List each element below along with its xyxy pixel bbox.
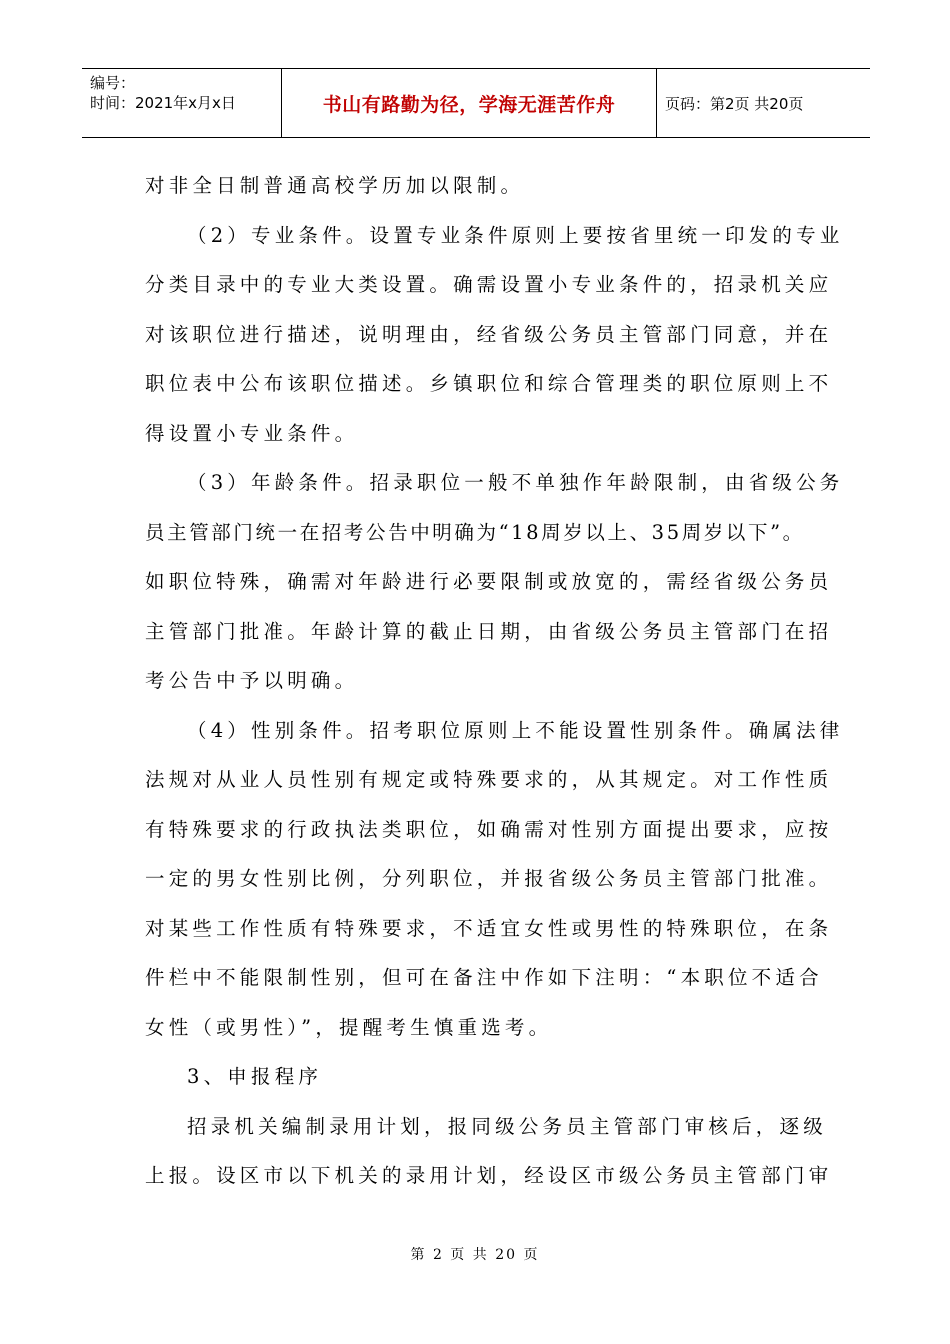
- doc-date: 时间：2021年x月x日: [90, 94, 236, 112]
- section-heading: 3、申报程序: [187, 1065, 323, 1088]
- header-motto: 书山有路勤为径，学海无涯苦作舟: [322, 93, 616, 116]
- text-line: 对某些工作性质有特殊要求，不适宜女性或男性的特殊职位，在条: [145, 916, 833, 940]
- text-line: 对该职位进行描述，说明理由，经省级公务员主管部门同意，并在: [145, 322, 833, 346]
- text-line: 法规对从业人员性别有规定或特殊要求的，从其规定。对工作性质: [145, 768, 833, 791]
- text-line: 分类目录中的专业大类设置。确需设置小专业条件的，招录机关应: [145, 273, 833, 296]
- text-line: 考公告中予以明确。: [145, 669, 359, 692]
- text-line: （4）性别条件。招考职位原则上不能设置性别条件。确属法律: [187, 718, 844, 742]
- page-header: [82, 68, 870, 138]
- text-line: 招录机关编制录用计划，报同级公务员主管部门审核后，逐级: [187, 1114, 827, 1138]
- text-line: 上报。设区市以下机关的录用计划，经设区市级公务员主管部门审: [145, 1164, 833, 1187]
- text-line: 一定的男女性别比例，分列职位，并报省级公务员主管部门批准。: [145, 867, 833, 890]
- document-body: [145, 161, 844, 1201]
- header-meta: [82, 69, 282, 137]
- page-footer: 第 2 页 共 20 页: [410, 1247, 540, 1263]
- doc-number-label: 编号：: [90, 74, 136, 92]
- text-line: 对非全日制普通高校学历加以限制。: [145, 174, 525, 197]
- text-line: （2）专业条件。设置专业条件原则上要按省里统一印发的专业: [187, 223, 844, 247]
- text-line: 员主管部门统一在招考公告中明确为“18周岁以上、35周岁以下”。: [145, 520, 805, 544]
- text-line: 得设置小专业条件。: [145, 421, 359, 445]
- header-page-info: 页码：第2页 共20页: [665, 94, 804, 113]
- text-line: （3）年龄条件。招录职位一般不单独作年龄限制，由省级公务: [187, 471, 844, 494]
- text-line: 主管部门批准。年龄计算的截止日期，由省级公务员主管部门在招: [145, 619, 833, 643]
- header-motto-cell: [282, 69, 657, 137]
- text-line: 女性（或男性）”，提醒考生慎重选考。: [145, 1015, 553, 1039]
- text-line: 有特殊要求的行政执法类职位，如确需对性别方面提出要求，应按: [145, 817, 833, 841]
- text-line: 职位表中公布该职位描述。乡镇职位和综合管理类的职位原则上不: [145, 372, 833, 395]
- text-line: 件栏中不能限制性别，但可在备注中作如下注明：“本职位不适合: [145, 966, 823, 989]
- text-line: 如职位特殊，确需对年龄进行必要限制或放宽的，需经省级公务员: [145, 570, 833, 593]
